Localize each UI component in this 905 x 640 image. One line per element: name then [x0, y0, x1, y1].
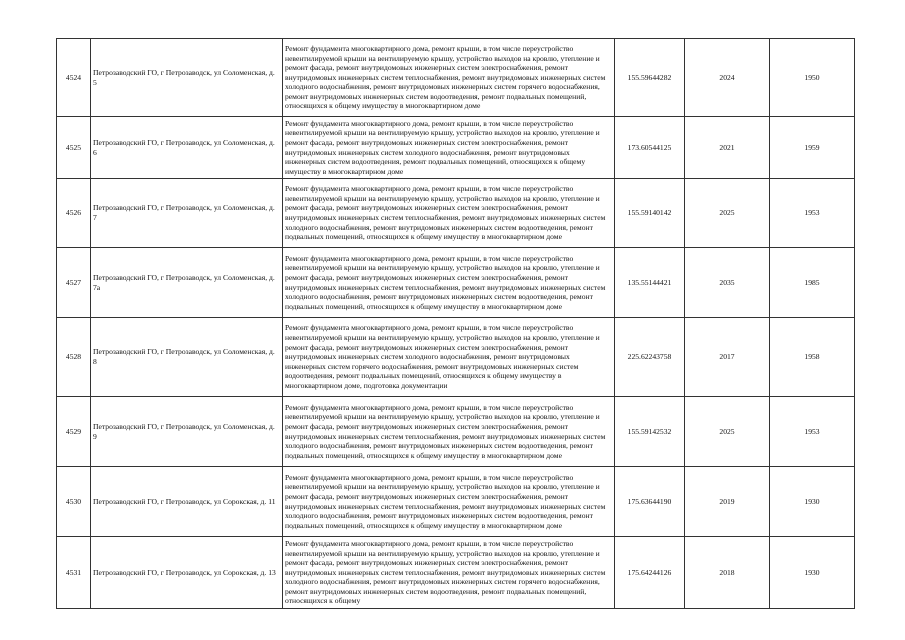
- planned-year-cell: 2019: [685, 467, 770, 537]
- build-year-cell: 1953: [770, 397, 855, 467]
- table-row: [57, 39, 855, 117]
- works-text: Ремонт фундамента многоквартирного дома, ремонт крыши, в том числе переустройство невентилируемой крыши на вентилируемую крышу, устройство выходов на кровлю, утепление и ремонт фасада, ремонт внутридомовых инженерных систем электроснабжения, ремонт внутридомовых инженерных систем теплоснабжения, ремонт внутридомовых инженерных систем холодного водоснабжения, ремонт внутридомовых инженерных систем водоотведения, ремонт подвальных помещений, относящихся к общему имуществу в многоквартирном доме: [285, 184, 606, 242]
- house-number-cell: 4530: [57, 467, 91, 537]
- address-cell: Петрозаводский ГО, г Петрозаводск, ул Сорокская, д. 13: [91, 537, 283, 609]
- planned-year-cell: 2025: [685, 179, 770, 248]
- planned-year-cell: 2035: [685, 248, 770, 318]
- repair-program-table: [56, 38, 855, 609]
- cost-cell: 155.59142532: [615, 397, 685, 467]
- planned-year-cell: 2021: [685, 117, 770, 179]
- table-row: [57, 248, 855, 318]
- build-year-cell: 1958: [770, 318, 855, 397]
- planned-year-cell: 2024: [685, 39, 770, 117]
- build-year-cell: 1950: [770, 39, 855, 117]
- works-text: Ремонт фундамента многоквартирного дома, ремонт крыши, в том числе переустройство невентилируемой крыши на вентилируемую крышу, устройство выходов на кровлю, утепление и ремонт фасада, ремонт внутридомовых инженерных систем электроснабжения, ремонт внутридомовых инженерных систем теплоснабжения, ремонт внутридомовых инженерных систем холодного водоснабжения, ремонт внутридомовых инженерных систем водоотведения, ремонт подвальных помещений, относящихся к общему имуществу в многоквартирном доме: [285, 253, 606, 311]
- address-cell: Петрозаводский ГО, г Петрозаводск, ул Сорокская, д. 11: [91, 467, 283, 537]
- planned-year-cell: 2025: [685, 397, 770, 467]
- table-row: [57, 318, 855, 397]
- address-cell: Петрозаводский ГО, г Петрозаводск, ул Соломенская, д. 7а: [91, 248, 283, 318]
- address-cell: Петрозаводский ГО, г Петрозаводск, ул Соломенская, д. 6: [91, 117, 283, 179]
- works-description-cell: [283, 397, 615, 467]
- planned-year-cell: 2017: [685, 318, 770, 397]
- address-cell: Петрозаводский ГО, г Петрозаводск, ул Соломенская, д. 5: [91, 39, 283, 117]
- address-cell: Петрозаводский ГО, г Петрозаводск, ул Соломенская, д. 9: [91, 397, 283, 467]
- table-row: [57, 537, 855, 609]
- works-description-cell: [283, 537, 615, 609]
- build-year-cell: 1930: [770, 467, 855, 537]
- house-number-cell: 4529: [57, 397, 91, 467]
- house-number-cell: 4525: [57, 117, 91, 179]
- works-text: Ремонт фундамента многоквартирного дома, ремонт крыши, в том числе переустройство невентилируемой крыши на вентилируемую крышу, устройство выходов на кровлю, утепление и ремонт фасада, ремонт внутридомовых инженерных систем электроснабжения, ремонт внутридомовых инженерных систем теплоснабжения, ремонт внутридомовых инженерных систем холодного водоснабжения, ремонт внутридомовых инженерных систем водоотведения, ремонт подвальных помещений, относящихся к общему имуществу в многоквартирном доме: [285, 402, 606, 460]
- works-description-cell: [283, 179, 615, 248]
- works-text: Ремонт фундамента многоквартирного дома, ремонт крыши, в том числе переустройство невентилируемой крыши на вентилируемую крышу, устройство выходов на кровлю, утепление и ремонт фасада, ремонт внутридомовых инженерных систем электроснабжения, ремонт внутридомовых инженерных систем холодного водоснабжения, ремонт внутридомовых инженерных систем водоотведения, ремонт подвальных помещений, относящихся к общему имуществу в многоквартирном доме: [285, 118, 600, 176]
- build-year-cell: 1985: [770, 248, 855, 318]
- table-row: [57, 467, 855, 537]
- cost-cell: 155.59140142: [615, 179, 685, 248]
- cost-cell: 135.55144421: [615, 248, 685, 318]
- works-description-cell: [283, 248, 615, 318]
- cost-cell: 155.59644282: [615, 39, 685, 117]
- works-text: Ремонт фундамента многоквартирного дома, ремонт крыши, в том числе переустройство невентилируемой крыши на вентилируемую крышу, устройство выходов на кровлю, утепление и ремонт фасада, ремонт внутридомовых инженерных систем электроснабжения, ремонт внутридомовых инженерных систем холодного водоснабжения, ремонт внутридомовых инженерных систем горячего водоснабжения, ремонт внутридомовых инженерных систем водоотведения, ремонт подвальных помещений, относящихся к общему имуществу в многоквартирном доме, подготовка документации: [285, 323, 600, 390]
- address-cell: Петрозаводский ГО, г Петрозаводск, ул Соломенская, д. 7: [91, 179, 283, 248]
- build-year-cell: 1930: [770, 537, 855, 609]
- house-number-cell: 4524: [57, 39, 91, 117]
- house-number-cell: 4531: [57, 537, 91, 609]
- cost-cell: 175.64244126: [615, 537, 685, 609]
- planned-year-cell: 2018: [685, 537, 770, 609]
- works-description-cell: [283, 467, 615, 537]
- works-text: Ремонт фундамента многоквартирного дома, ремонт крыши, в том числе переустройство невентилируемой крыши на вентилируемую крышу, устройство выходов на кровлю, утепление и ремонт фасада, ремонт внутридомовых инженерных систем электроснабжения, ремонт внутридомовых инженерных систем теплоснабжения, ремонт внутридомовых инженерных систем холодного водоснабжения, ремонт внутридомовых инженерных систем водоотведения, ремонт подвальных помещений, относящихся к общему имуществу в многоквартирном доме: [285, 472, 606, 530]
- cost-cell: 175.63644190: [615, 467, 685, 537]
- works-text: Ремонт фундамента многоквартирного дома, ремонт крыши, в том числе переустройство невентилируемой крыши на вентилируемую крышу, устройство выходов на кровлю, утепление и ремонт фасада, ремонт внутридомовых инженерных систем электроснабжения, ремонт внутридомовых инженерных систем теплоснабжения, ремонт внутридомовых инженерных систем холодного водоснабжения, ремонт внутридомовых инженерных систем горячего водоснабжения, ремонт внутридомовых инженерных систем водоотведения, ремонт подвальных помещений, относящихся к общему: [285, 538, 606, 606]
- build-year-cell: 1953: [770, 179, 855, 248]
- address-cell: Петрозаводский ГО, г Петрозаводск, ул Соломенская, д. 8: [91, 318, 283, 397]
- table-row: [57, 397, 855, 467]
- works-description-cell: [283, 318, 615, 397]
- house-number-cell: 4526: [57, 179, 91, 248]
- table-body: [57, 39, 855, 609]
- house-number-cell: 4527: [57, 248, 91, 318]
- table-row: [57, 117, 855, 179]
- works-description-cell: [283, 117, 615, 179]
- build-year-cell: 1959: [770, 117, 855, 179]
- works-description-cell: [283, 39, 615, 117]
- works-text: Ремонт фундамента многоквартирного дома, ремонт крыши, в том числе переустройство невентилируемой крыши на вентилируемую крышу, устройство выходов на кровлю, утепление и ремонт фасада, ремонт внутридомовых инженерных систем электроснабжения, ремонт внутридомовых инженерных систем теплоснабжения, ремонт внутридомовых инженерных систем холодного водоснабжения, ремонт внутридомовых инженерных систем горячего водоснабжения, ремонт внутридомовых инженерных систем водоотведения, ремонт подвальных помещений, относящихся к общему имуществу в многоквартирном доме: [285, 43, 606, 111]
- cost-cell: 173.60544125: [615, 117, 685, 179]
- house-number-cell: 4528: [57, 318, 91, 397]
- table-row: [57, 179, 855, 248]
- cost-cell: 225.62243758: [615, 318, 685, 397]
